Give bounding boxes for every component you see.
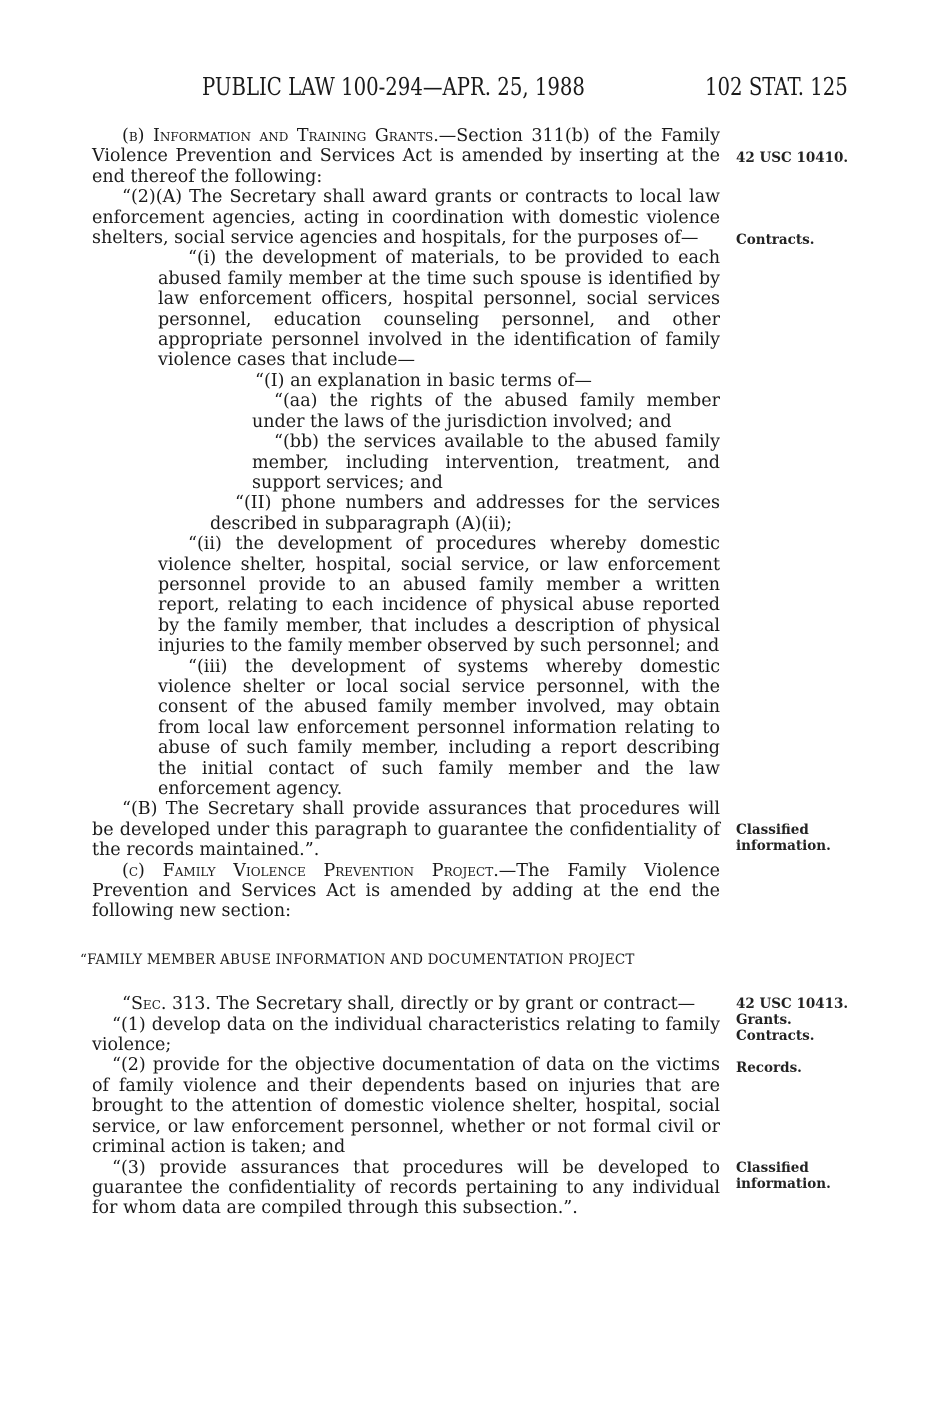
clause-ii: “(ii) the development of procedures whereby domestic violence shelter, hospital, social service, or law enforcement personnel provide to an abused family member a written report, relating to each incidence of physical abuse reported by the family member, that includes a description of physical injuries to the family member observed by such personnel; and <box>158 534 720 657</box>
paragraph-B: “(B) The Secretary shall provide assurances that procedures will be developed under this paragraph to guarantee the confidentiality of the records maintained.”. <box>92 799 720 861</box>
body-text <box>80 126 720 1219</box>
paragraph-1: “(1) develop data on the individual characteristics relating to family violence; <box>92 1014 720 1056</box>
clause-iii: “(iii) the development of systems whereby domestic violence shelter or local social service personnel, with the consent of the abused family member involved, may obtain from local law enforcement personnel information relating to abuse of such family member, including a report describing the initial contact of such family member and the law enforcement agency. <box>158 656 720 799</box>
subsection-c-heading: (c) Family Violence Prevention Project. <box>122 860 499 881</box>
subclause-I: “(I) an explanation in basic terms of— <box>255 370 592 391</box>
margin-note-contracts-2: Contracts. <box>736 1028 815 1044</box>
subclause-II: “(II) phone numbers and addresses for the services described in subparagraph (A)(ii); <box>210 493 720 534</box>
margin-note-records: Records. <box>736 1060 802 1076</box>
margin-note-information-2: information. <box>736 1176 831 1192</box>
section-heading: “FAMILY MEMBER ABUSE INFORMATION AND DOCUMENTATION PROJECT <box>80 951 635 968</box>
margin-note-classified-2: Classified <box>736 1160 809 1176</box>
page-stat-number: 102 STAT. 125 <box>705 73 848 101</box>
paragraph-2: “(2) provide for the objective documentation of data on the victims of family violence and their dependents based on injuries that are brought to the attention of domestic violence shelter, hospital, social service, or law enforcement personnel, whether or not formal civil or criminal action is taken; and <box>92 1055 720 1158</box>
margin-note-classified: Classified <box>736 822 809 838</box>
margin-note-information: information. <box>736 838 831 854</box>
subsection-b-heading: (b) Information and Training Grants. <box>122 126 439 146</box>
subsection-c-text: —The Family Violence Prevention and Services Act is amended by adding at the end the following new section: <box>92 860 720 922</box>
section-313 <box>92 994 720 1014</box>
subsection-c <box>92 861 720 922</box>
section-313-lead: “Sec. <box>122 994 167 1015</box>
item-bb: “(bb) the services available to the abused family member, including intervention, treatment, and support services; and <box>252 432 720 493</box>
margin-note-usc-10410: 42 USC 10410. <box>736 150 849 166</box>
paragraph-2A: “(2)(A) The Secretary shall award grants or contracts to local law enforcement agencies, acting in coordination with domestic violence shelters, social service agencies and hospitals, for the purposes of— <box>92 187 720 249</box>
margin-note-grants: Grants. <box>736 1012 792 1028</box>
margin-note-contracts: Contracts. <box>736 232 815 248</box>
running-head-title: PUBLIC LAW 100-294—APR. 25, 1988 <box>202 73 585 101</box>
section-313-text: 313. The Secretary shall, directly or by grant or contract— <box>166 994 696 1015</box>
clause-i: “(i) the development of materials, to be provided to each abused family member at the time such spouse is identified by law enforcement officers, hospital personnel, social services personnel, education counseling personnel, and other appropriate personnel involved in the identification of family violence cases that include— <box>158 248 720 371</box>
paragraph-3: “(3) provide assurances that procedures will be developed to guarantee the confidentiality of records pertaining to any individual for whom data are compiled through this subsection.”. <box>92 1157 720 1219</box>
margin-note-usc-10413: 42 USC 10413. <box>736 996 849 1012</box>
item-aa: “(aa) the rights of the abused family member under the laws of the jurisdiction involved; and <box>252 391 720 432</box>
subsection-b-text: —Section 311(b) of the Family Violence Prevention and Services Act is amended by inserting at the end thereof the following: <box>92 126 720 187</box>
subsection-b <box>92 126 720 187</box>
